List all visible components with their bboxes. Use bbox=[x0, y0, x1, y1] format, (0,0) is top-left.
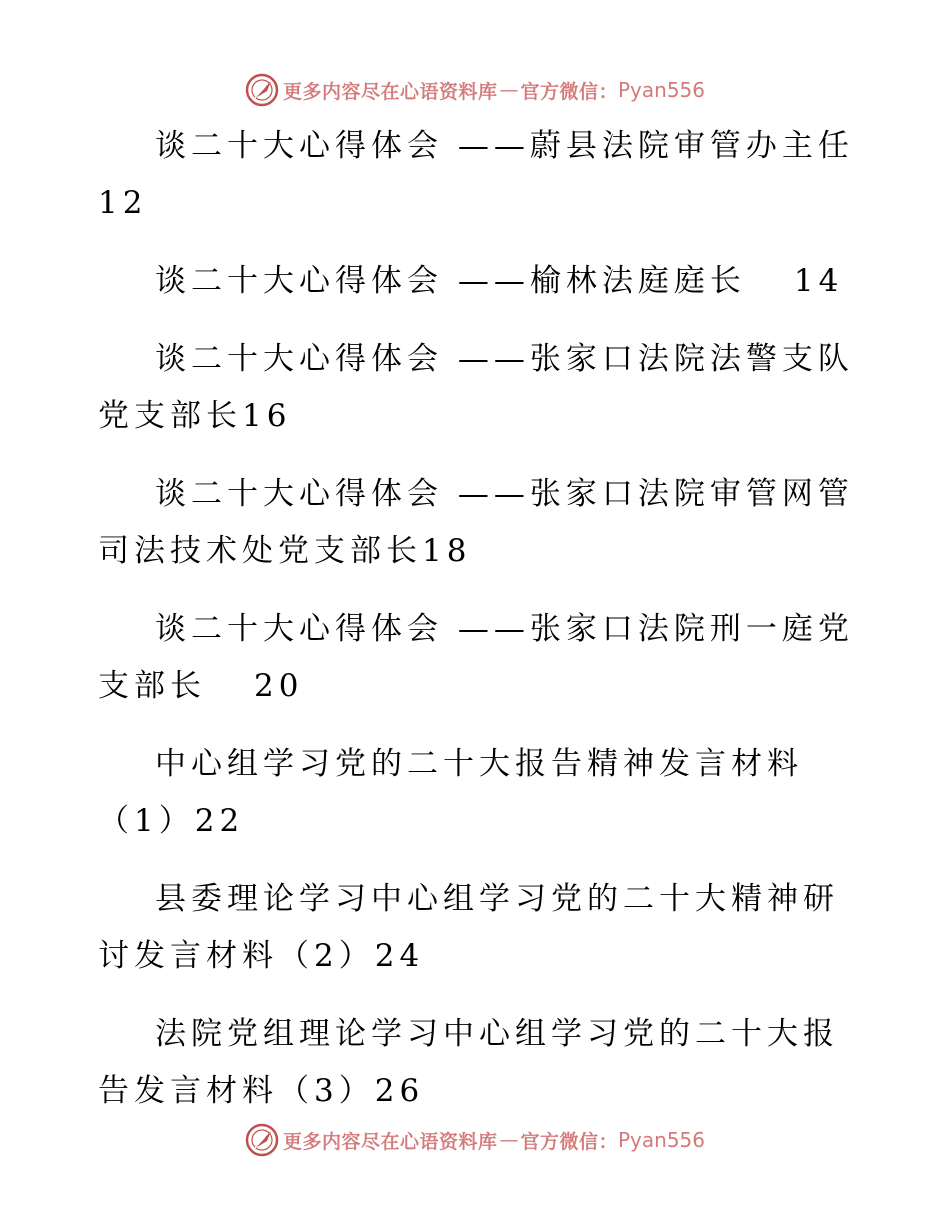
watermark-label: 官方微信： bbox=[520, 1130, 618, 1153]
toc-entry-page: 12 bbox=[98, 185, 148, 221]
watermark-separator: — bbox=[499, 79, 519, 101]
toc-entry-title: 谈二十大心得体会 ——张家口法院审管网管司法技术处党支部长 bbox=[98, 476, 854, 569]
toc-entry[interactable] bbox=[98, 871, 858, 985]
toc-entry-page: 20 bbox=[254, 668, 304, 704]
footer-watermark bbox=[0, 1120, 950, 1160]
quill-logo-icon bbox=[245, 73, 279, 107]
watermark-text: 更多内容尽在心语资料库 bbox=[282, 80, 498, 103]
toc-entry[interactable] bbox=[98, 331, 858, 445]
toc-entry-title: 县委理论学习中心组学习党的二十大精神研讨发言材料（2） bbox=[98, 881, 839, 974]
header-watermark bbox=[0, 70, 950, 110]
toc-entry-title: 谈二十大心得体会 ——蔚县法院审管办主任 bbox=[155, 128, 854, 164]
toc-entry[interactable] bbox=[98, 253, 858, 310]
watermark-text: 更多内容尽在心语资料库 bbox=[282, 1130, 498, 1153]
toc-entry-title: 法院党组理论学习中心组学习党的二十大报告发言材料（3） bbox=[98, 1016, 839, 1109]
toc-entry-page: 18 bbox=[422, 533, 472, 569]
toc-entry-page: 26 bbox=[374, 1073, 425, 1109]
toc-entry[interactable] bbox=[98, 118, 858, 232]
toc-entry-page: 24 bbox=[374, 938, 425, 974]
toc-entry-page: 16 bbox=[242, 398, 292, 434]
toc-entry-title: 谈二十大心得体会 ——张家口法院法警支队党支部长 bbox=[98, 341, 854, 434]
watermark-id: Pyan556 bbox=[618, 78, 706, 102]
toc-entry-title: 谈二十大心得体会 ——榆林法庭庭长 bbox=[155, 263, 746, 299]
watermark-separator: — bbox=[499, 1129, 519, 1151]
toc-entry[interactable] bbox=[98, 736, 858, 850]
table-of-contents bbox=[98, 118, 858, 1141]
toc-entry[interactable] bbox=[98, 601, 858, 715]
quill-logo-icon bbox=[245, 1123, 279, 1157]
toc-entry[interactable] bbox=[98, 466, 858, 580]
toc-entry-title: 中心组学习党的二十大报告精神发言材料（1） bbox=[98, 746, 803, 839]
toc-entry-title: 谈二十大心得体会 ——张家口法院刑一庭党支部长 bbox=[98, 611, 854, 704]
toc-entry-page: 14 bbox=[793, 263, 844, 299]
watermark-id: Pyan556 bbox=[618, 1128, 706, 1152]
toc-entry-page: 22 bbox=[194, 803, 245, 839]
toc-entry[interactable] bbox=[98, 1006, 858, 1120]
watermark-label: 官方微信： bbox=[520, 80, 618, 103]
